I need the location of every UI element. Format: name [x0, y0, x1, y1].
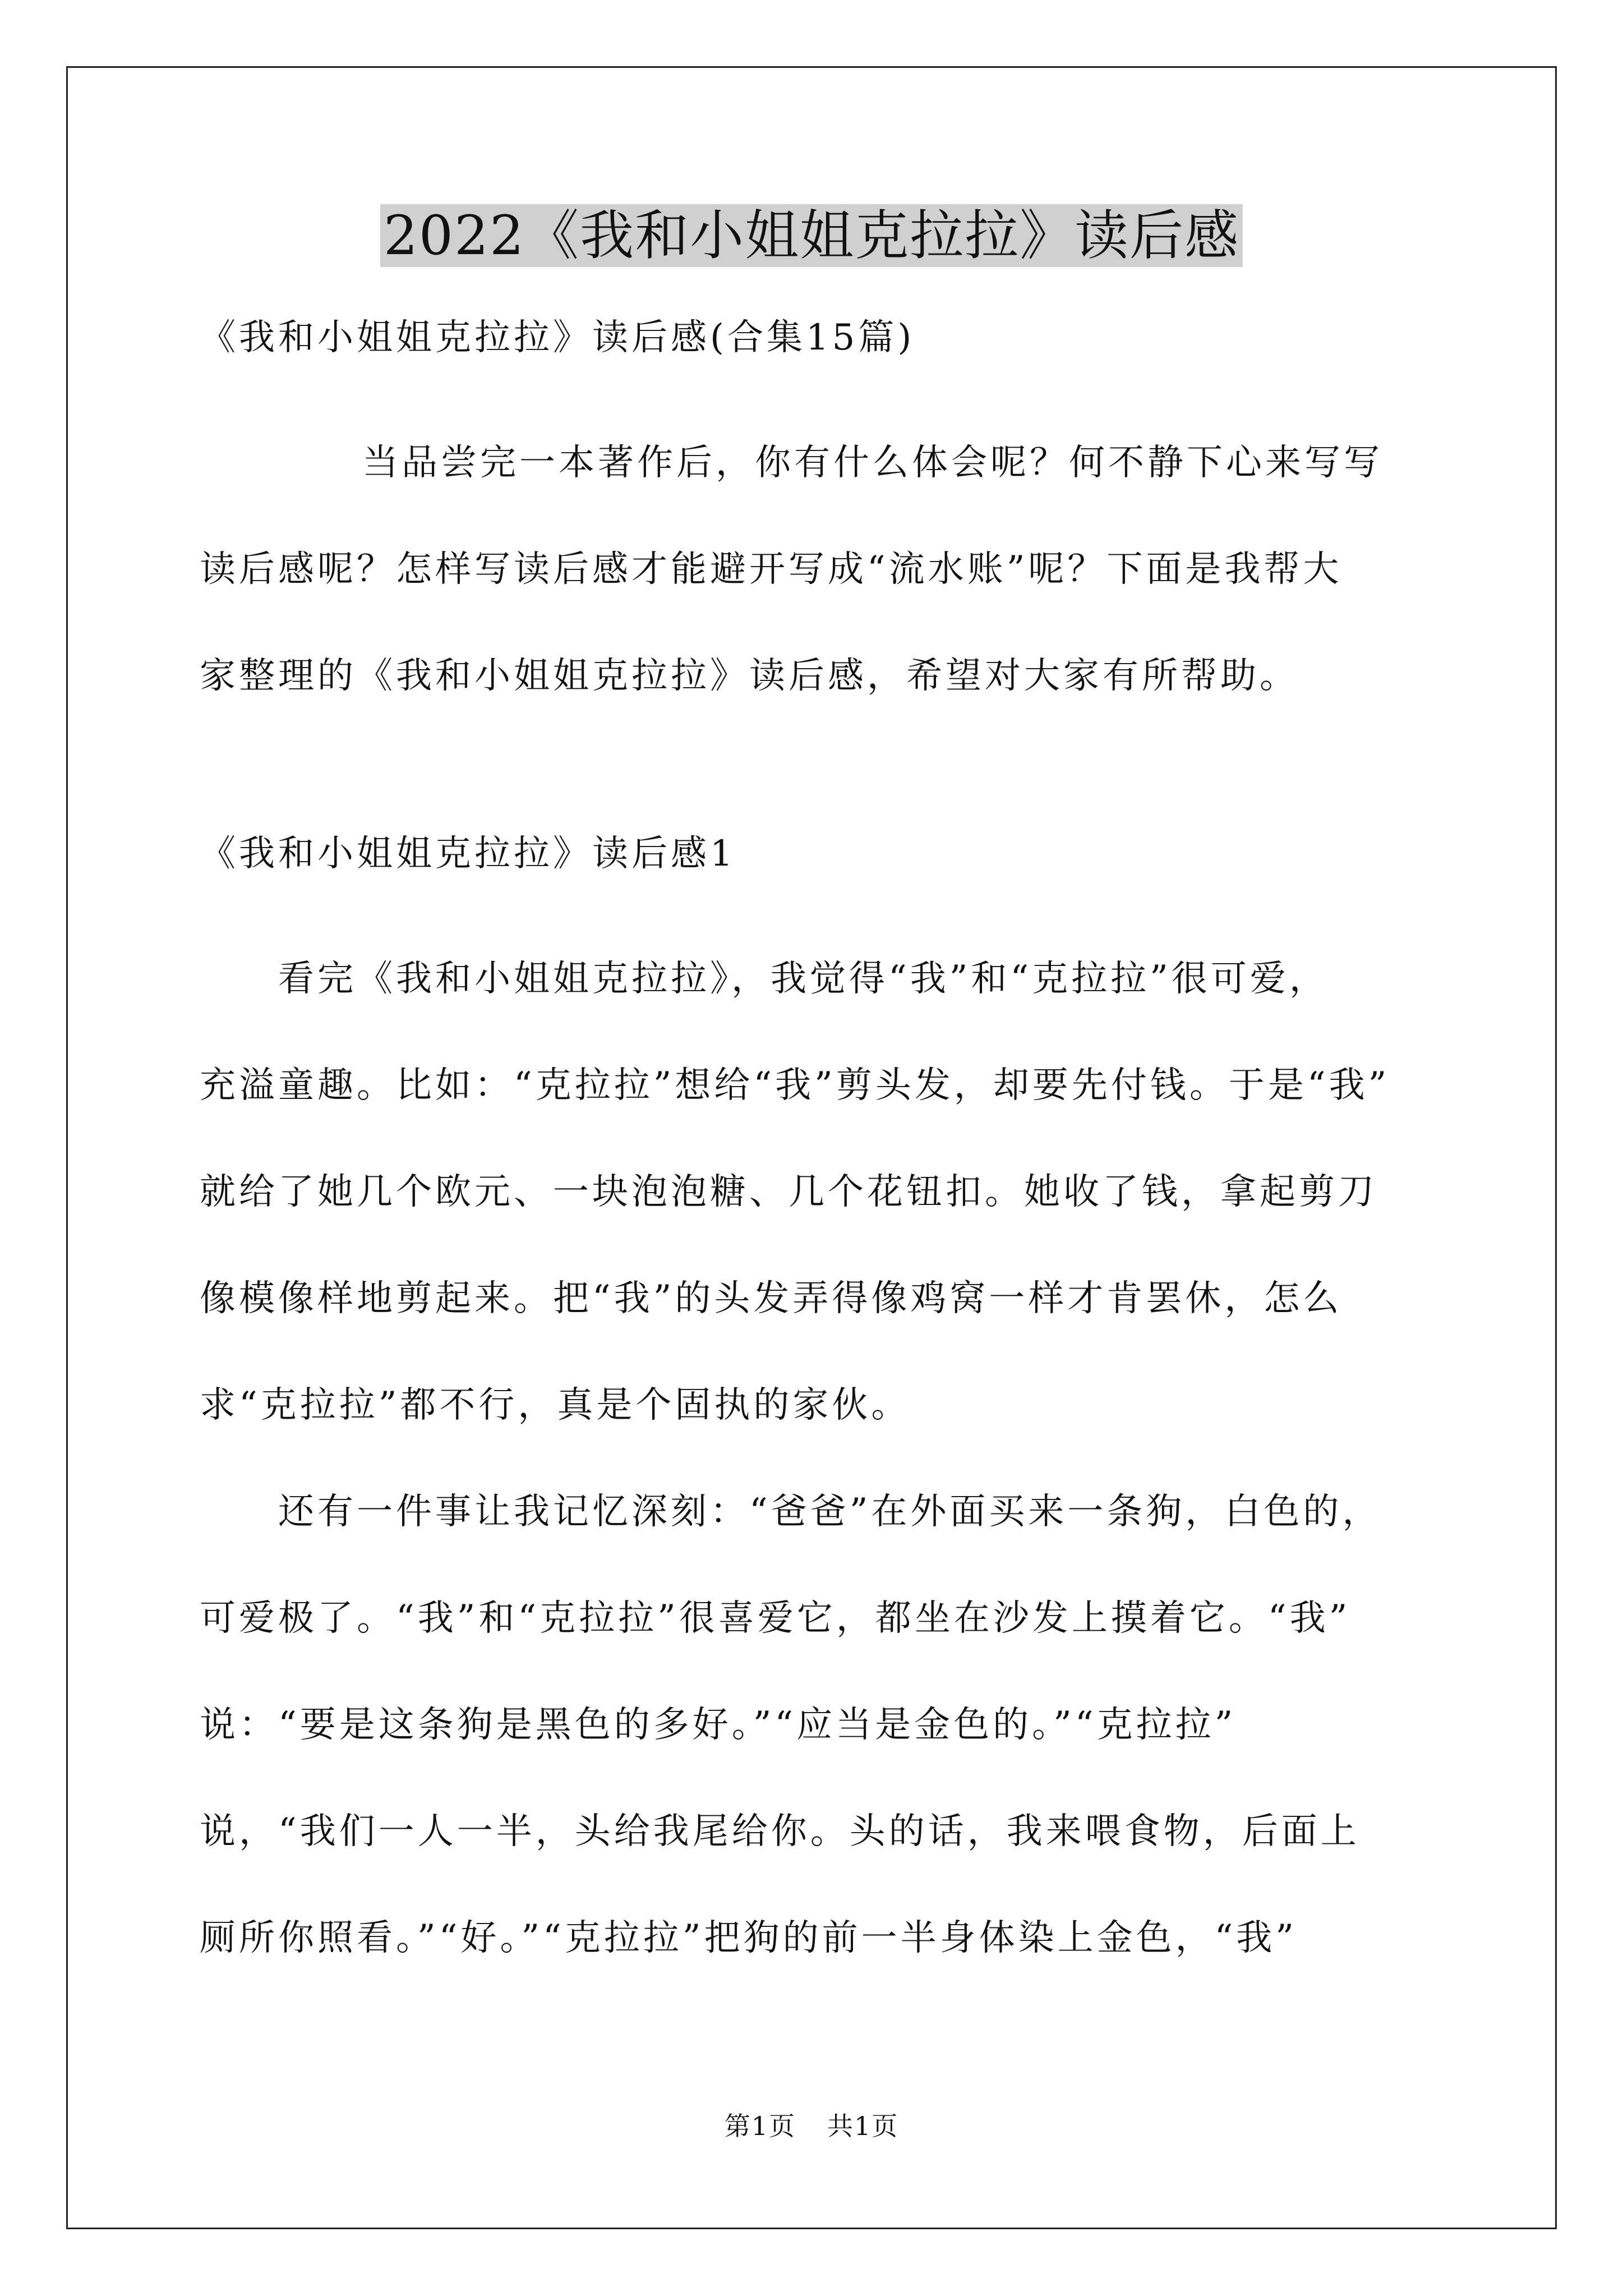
section-gap	[200, 729, 1450, 819]
paragraph2-line: 说，“我们一人一半，头给我尾给你。头的话，我来喂食物，后面上	[200, 1811, 1360, 1852]
paragraph1-line: 就给了她几个欧元、一块泡泡糖、几个花钮扣。她收了钱，拿起剪刀	[200, 1171, 1377, 1213]
paragraph1-line: 看完《我和小姐姐克拉拉》，我觉得“我”和“克拉拉”很可爱，	[278, 958, 1329, 1000]
page-number-total: 共1页	[827, 2111, 899, 2141]
paragraph1-line: 像模像样地剪起来。把“我”的头发弄得像鸡窝一样才肯罢休，怎么	[200, 1278, 1343, 1319]
paragraph2-line: 说：“要是这条狗是黑色的多好。”“应当是金色的。”“克拉拉”	[200, 1704, 1237, 1746]
paragraph2-line: 可爱极了。“我”和“克拉拉”很喜爱它，都坐在沙发上摸着它。“我”	[200, 1598, 1351, 1639]
paragraph2-line: 厕所你照看。”“好。”“克拉拉”把狗的前一半身体染上金色，“我”	[200, 1917, 1298, 1959]
page-footer	[0, 2106, 1623, 2146]
paragraph2-line: 还有一件事让我记忆深刻：“爸爸”在外面买来一条狗，白色的，	[278, 1491, 1382, 1533]
document-body	[200, 303, 1450, 1991]
section-heading: 《我和小姐姐克拉拉》读后感1	[200, 833, 736, 875]
document-title	[0, 196, 1623, 275]
page-number-current: 第1页	[724, 2111, 796, 2141]
intro-line: 读后感呢？怎样写读后感才能避开写成“流水账”呢？下面是我帮大	[200, 549, 1343, 590]
intro-line: 家整理的《我和小姐姐克拉拉》读后感，希望对大家有所帮助。	[200, 655, 1299, 697]
document-title-text: 2022《我和小姐姐克拉拉》读后感	[380, 204, 1243, 267]
paragraph1-line: 充溢童趣。比如：“克拉拉”想给“我”剪头发，却要先付钱。于是“我”	[200, 1065, 1390, 1106]
paragraph1-line: 求“克拉拉”都不行，真是个固执的家伙。	[200, 1384, 911, 1426]
intro-line: 当品尝完一本著作后，你有什么体会呢？何不静下心来写写	[362, 442, 1383, 484]
document-subtitle: 《我和小姐姐克拉拉》读后感(合集15篇)	[200, 317, 915, 358]
